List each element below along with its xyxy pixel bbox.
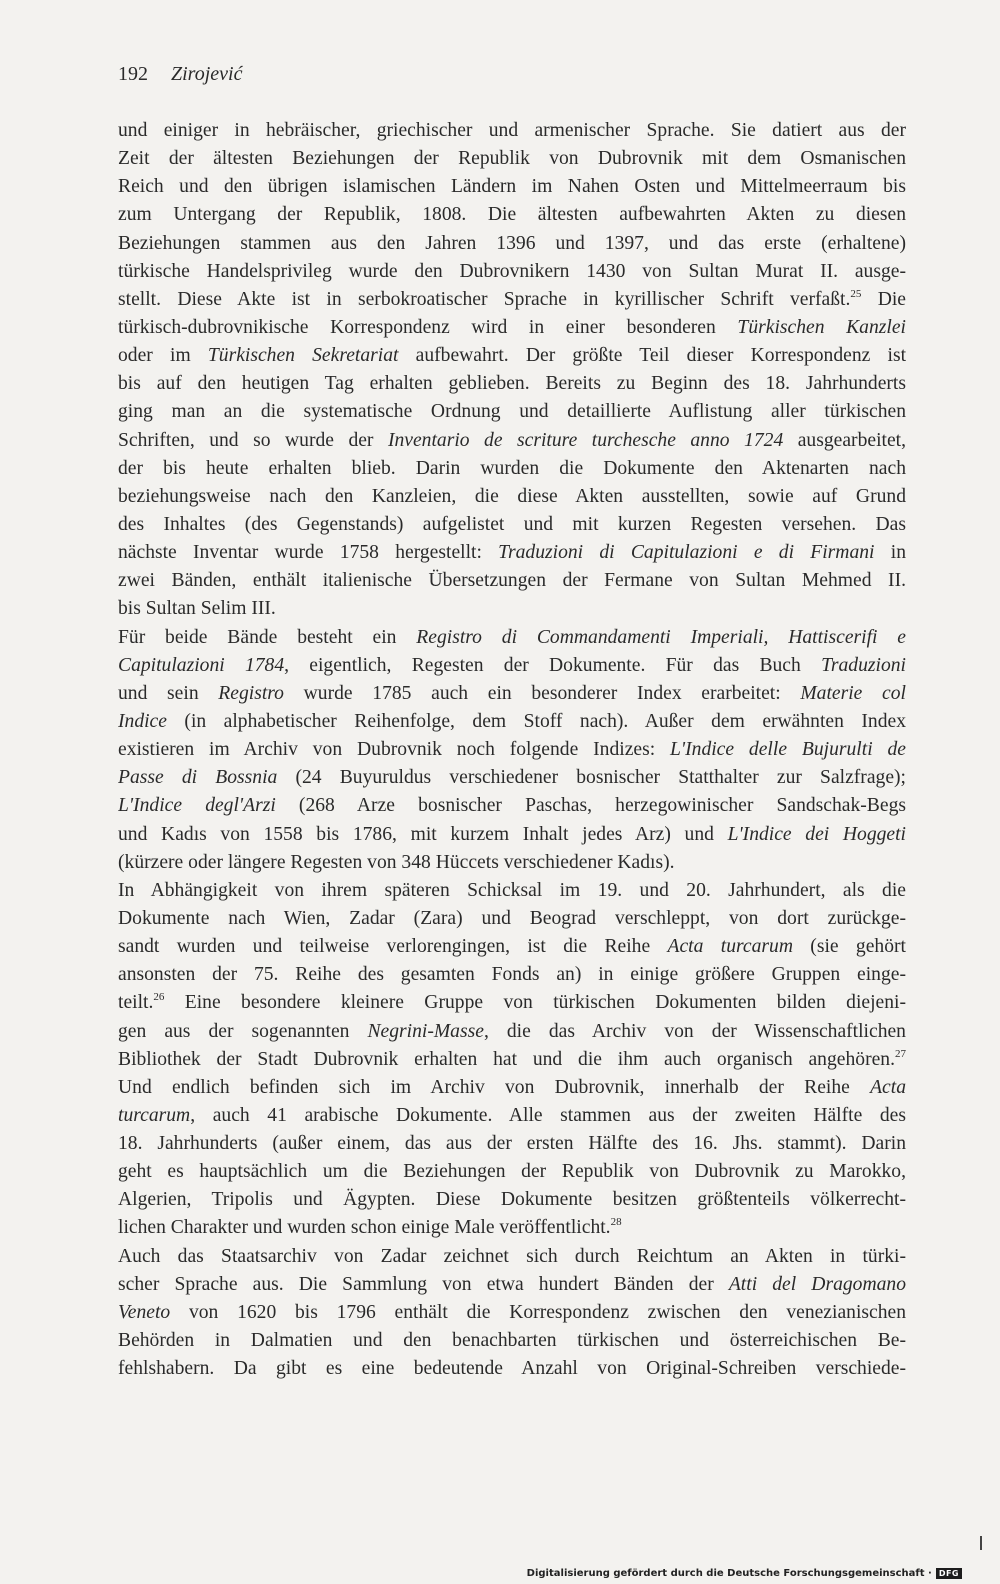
- footnote-ref: 25: [850, 287, 862, 300]
- text-line: [118, 708, 906, 736]
- italic-title: Negrini-Masse: [367, 1020, 484, 1042]
- italic-title: Türkischen Kanzlei: [737, 316, 906, 338]
- text-line: [118, 1271, 906, 1299]
- text-line: [118, 1074, 906, 1102]
- line-segment: , die das Archiv von der Wissenschaftlichen: [483, 1020, 906, 1042]
- text-line: [118, 286, 906, 314]
- text-line: 18. Jahrhunderts (außer einem, das aus der ersten Hälfte des 16. Jhs. stammt). Darin: [118, 1133, 906, 1155]
- line-segment: existieren im Archiv von Dubrovnik noch folgende Indizes:: [118, 739, 671, 761]
- line-segment: gen aus der sogenannten: [118, 1020, 368, 1042]
- italic-title: Indice: [118, 710, 167, 732]
- italic-title: Traduzioni: [821, 654, 906, 676]
- italic-title: Inventario de scriture turchesche anno 1724: [387, 429, 784, 451]
- footnote-ref: 28: [610, 1216, 622, 1229]
- line-segment: in: [874, 542, 906, 564]
- running-head-author: Zirojević: [171, 63, 243, 85]
- line-segment: türkisch-dubrovnikische Korrespondenz wird in einer besonderen: [118, 316, 738, 338]
- text-line: [118, 989, 906, 1017]
- line-segment: sandt wurden und teilweise verlorengingen, ist die Reihe: [118, 936, 668, 958]
- text-line: Zeit der ältesten Beziehungen der Republik von Dubrovnik mit dem Osmanischen: [118, 148, 906, 170]
- text-line: [118, 1299, 906, 1327]
- text-line: [118, 342, 906, 370]
- text-line: [118, 1046, 906, 1074]
- italic-title: Acta turcarum: [667, 936, 793, 958]
- text-line: geht es hauptsächlich um die Beziehungen der Republik von Dubrovnik zu Marokko,: [118, 1161, 906, 1183]
- digitization-credit: [527, 1568, 962, 1579]
- line-segment: Und endlich befinden sich im Archiv von Dubrovnik, innerhalb der Reihe: [118, 1076, 871, 1098]
- text-line: Beziehungen stammen aus den Jahren 1396 und 1397, und das erste (erhaltene): [118, 232, 906, 254]
- text-line: [118, 933, 906, 961]
- footnote-ref: 27: [895, 1047, 906, 1060]
- text-line: [118, 427, 906, 455]
- credit-text: Digitalisierung gefördert durch die Deutsche Forschungsgemeinschaft ·: [526, 1568, 932, 1579]
- running-header: [118, 62, 242, 86]
- line-segment: Für beide Bände besteht ein: [118, 626, 417, 648]
- italic-title: Registro di Commandamenti Imperiali, Hattiscerifi e: [416, 626, 906, 648]
- text-line: [118, 314, 906, 342]
- text-line: Auch das Staatsarchiv von Zadar zeichnet sich durch Reichtum an Akten in türki-: [118, 1245, 906, 1267]
- line-segment: (in alphabetischer Reihenfolge, dem Stoff nach). Außer dem erwähnten Index: [166, 710, 906, 732]
- line-segment: , auch 41 arabische Dokumente. Alle stammen aus der zweiten Hälfte des: [190, 1104, 906, 1126]
- italic-title: L'Indice dei Hoggeti: [727, 823, 906, 845]
- line-segment: stellt. Diese Akte ist in serbokroatischer Sprache in kyrillischer Schrift verfaßt.: [118, 288, 851, 310]
- line-segment: , eigentlich, Regesten der Dokumente. Für das Buch: [284, 654, 822, 676]
- italic-title: L'Indice delle Bujurulti de: [670, 739, 906, 761]
- text-line: fehlshabern. Da gibt es eine bedeutende Anzahl von Original-Schreiben verschiede-: [118, 1358, 906, 1380]
- line-segment: wurde 1785 auch ein besonderer Index erarbeitet:: [283, 682, 801, 704]
- text-line: [118, 680, 906, 708]
- line-segment: und Kadıs von 1558 bis 1786, mit kurzem Inhalt jedes Arz) und: [118, 823, 728, 845]
- text-line: [118, 764, 906, 792]
- text-line: bis Sultan Selim III.: [118, 598, 276, 620]
- page-edge-mark: [980, 1536, 982, 1550]
- text-line: [118, 821, 906, 849]
- text-line: und einiger in hebräischer, griechischer und armenischer Sprache. Sie datiert aus der: [118, 120, 906, 141]
- line-segment: Eine besondere kleinere Gruppe von türkischen Dokumenten bilden diejeni-: [164, 992, 906, 1014]
- italic-title: Veneto: [118, 1301, 171, 1323]
- line-segment: oder im: [118, 345, 208, 367]
- line-segment: und sein: [118, 682, 219, 704]
- text-line: ansonsten der 75. Reihe des gesamten Fonds an) in einige größere Gruppen einge-: [118, 964, 906, 986]
- line-segment: scher Sprache aus. Die Sammlung von etwa hundert Bänden der: [118, 1273, 729, 1295]
- text-line: [118, 1214, 906, 1242]
- italic-title: turcarum: [118, 1104, 191, 1126]
- line-segment: Schriften, und so wurde der: [118, 429, 388, 451]
- line-segment: teilt.: [118, 992, 154, 1014]
- text-line: [118, 624, 906, 652]
- text-line: zwei Bänden, enthält italienische Übersetzungen der Fermane von Sultan Mehmed II.: [118, 570, 906, 592]
- line-segment: Bibliothek der Stadt Dubrovnik erhalten hat und die ihm auch organisch angehören.: [118, 1048, 895, 1070]
- italic-title: Traduzioni di Capitulazioni e di Firmani: [498, 542, 875, 564]
- text-line: [118, 1102, 906, 1130]
- line-segment: ausgearbeitet,: [783, 429, 906, 451]
- italic-title: L'Indice degl'Arzi: [118, 795, 276, 817]
- text-line: Reich und den übrigen islamischen Ländern im Nahen Osten und Mittelmeerraum bis: [118, 176, 906, 198]
- line-segment: aufbewahrt. Der größte Teil dieser Korrespondenz ist: [398, 345, 906, 367]
- text-line: des Inhaltes (des Gegenstands) aufgelistet und mit kurzen Regesten versehen. Das: [118, 513, 906, 535]
- text-line: In Abhängigkeit von ihrem späteren Schicksal im 19. und 20. Jahrhundert, als die: [118, 879, 906, 901]
- text-line: [118, 1018, 906, 1046]
- footnote-ref: 26: [153, 991, 165, 1004]
- italic-title: Capitulazioni 1784: [118, 654, 285, 676]
- line-segment: (sie gehört: [792, 936, 906, 958]
- text-line: [118, 792, 906, 820]
- line-segment: (268 Arze bosnischer Paschas, herzegowinischer Sandschak-Begs: [275, 795, 906, 817]
- text-line: Algerien, Tripolis und Ägypten. Diese Dokumente besitzen größtenteils völkerrecht-: [118, 1189, 906, 1211]
- text-line: bis auf den heutigen Tag erhalten geblieben. Bereits zu Beginn des 18. Jahrhunderts: [118, 373, 906, 395]
- line-segment: nächste Inventar wurde 1758 hergestellt:: [118, 542, 499, 564]
- page-number: 192: [118, 63, 148, 85]
- italic-title: Materie col: [800, 682, 906, 704]
- italic-title: Atti del Dragomano: [728, 1273, 906, 1295]
- text-line: Behörden in Dalmatien und den benachbarten türkischen und österreichischen Be-: [118, 1330, 906, 1352]
- line-segment: Die: [861, 288, 906, 310]
- text-line: ging man an die systematische Ordnung und detaillierte Auflistung aller türkischen: [118, 401, 906, 423]
- text-line: [118, 652, 906, 680]
- italic-title: Registro: [218, 682, 284, 704]
- line-segment: von 1620 bis 1796 enthält die Korrespondenz zwischen den venezianischen: [170, 1301, 906, 1323]
- italic-title: Acta: [870, 1076, 906, 1098]
- line-segment: (24 Buyuruldus verschiedener bosnischer Statthalter zur Salzfrage);: [277, 767, 906, 789]
- line-segment: lichen Charakter und wurden schon einige Male veröffentlicht.: [118, 1217, 611, 1239]
- text-line: türkische Handelsprivileg wurde den Dubrovnikern 1430 von Sultan Murat II. ausge-: [118, 260, 906, 282]
- italic-title: Passe di Bossnia: [118, 767, 278, 789]
- dfg-logo-icon: DFG: [936, 1568, 962, 1579]
- text-line: [118, 736, 906, 764]
- text-line: der bis heute erhalten blieb. Darin wurden die Dokumente den Aktenarten nach: [118, 457, 906, 479]
- italic-title: Türkischen Sekretariat: [207, 345, 399, 367]
- text-line: Dokumente nach Wien, Zadar (Zara) und Beograd verschleppt, von dort zurückge-: [118, 907, 906, 929]
- text-line: [118, 539, 906, 567]
- text-line: beziehungsweise nach den Kanzleien, die diese Akten ausstellten, sowie auf Grund: [118, 485, 906, 507]
- text-line: (kürzere oder längere Regesten von 348 Hüccets verschiedener Kadıs).: [118, 851, 675, 873]
- text-line: zum Untergang der Republik, 1808. Die ältesten aufbewahrten Akten zu diesen: [118, 204, 906, 226]
- body-text: [118, 117, 906, 1383]
